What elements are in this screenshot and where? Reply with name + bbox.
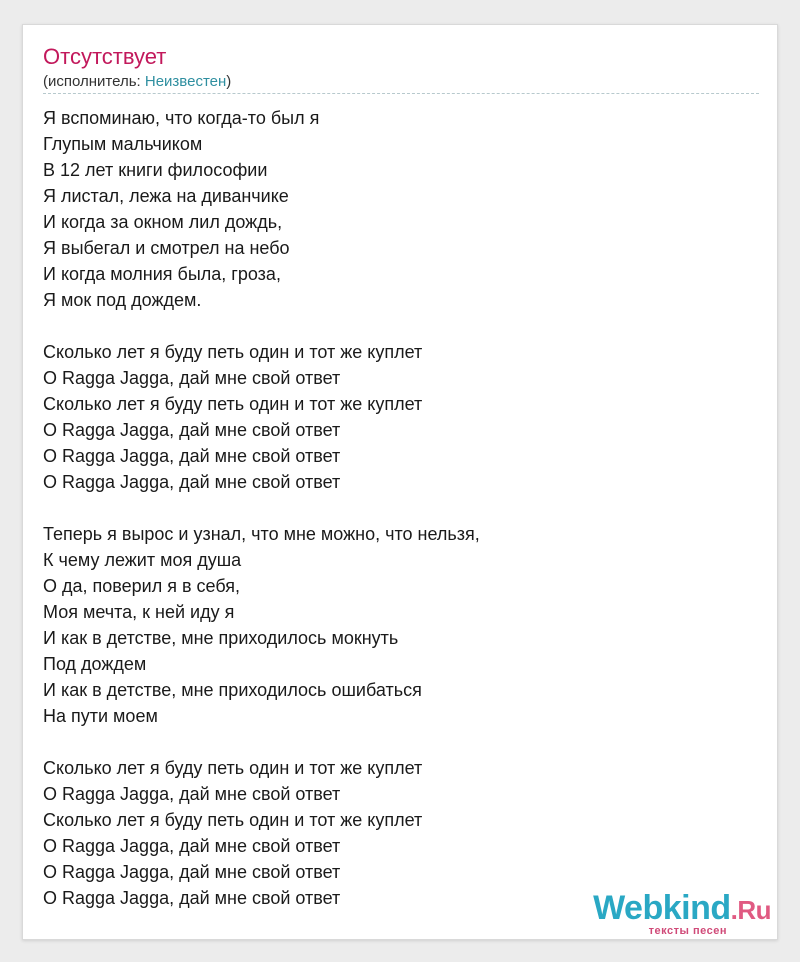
lyrics-line: Я листал, лежа на диванчике	[43, 186, 289, 206]
lyrics-line: O Ragga Jagga, дай мне свой ответ	[43, 368, 341, 388]
lyrics-line: Теперь я вырос и узнал, что мне можно, что нельзя,	[43, 524, 480, 544]
lyrics-line: Я выбегал и смотрел на небо	[43, 238, 290, 258]
logo-wordmark	[571, 889, 771, 929]
artist-suffix: )	[226, 73, 232, 90]
lyrics-line: Сколько лет я буду петь один и тот же куплет	[43, 394, 423, 414]
lyrics-line: И когда за окном лил дождь,	[43, 212, 283, 232]
lyrics-line: К чему лежит моя душа	[43, 550, 242, 570]
lyrics-line: Моя мечта, к ней иду я	[43, 602, 235, 622]
lyrics-line: O Ragga Jagga, дай мне свой ответ	[43, 888, 341, 908]
title-divider	[43, 93, 759, 94]
lyrics-line: O Ragga Jagga, дай мне свой ответ	[43, 420, 341, 440]
lyrics-line: Сколько лет я буду петь один и тот же куплет	[43, 342, 423, 362]
lyrics-line: О да, поверил я в себя,	[43, 576, 240, 596]
site-logo[interactable]	[571, 889, 771, 937]
lyrics-line: O Ragga Jagga, дай мне свой ответ	[43, 784, 341, 804]
lyrics-line: И когда молния была, гроза,	[43, 264, 281, 284]
lyrics-line: И как в детстве, мне приходилось мокнуть	[43, 628, 399, 648]
lyrics-body	[43, 105, 743, 937]
artist-line	[43, 73, 231, 91]
lyrics-line: Я мок под дождем.	[43, 290, 202, 310]
lyrics-line: В 12 лет книги философии	[43, 160, 268, 180]
lyrics-line: На пути моем	[43, 706, 158, 726]
lyrics-stanza	[43, 521, 743, 729]
artist-link[interactable]: Неизвестен	[144, 73, 227, 90]
logo-tagline: тексты песен	[648, 925, 727, 937]
lyrics-line: Глупым мальчиком	[43, 134, 203, 154]
song-title: Отсутствует	[43, 44, 167, 69]
lyrics-stanza	[43, 755, 743, 911]
lyrics-line: И как в детстве, мне приходилось ошибаться	[43, 680, 422, 700]
logo-domain: .Ru	[730, 895, 771, 925]
lyrics-stanza	[43, 339, 743, 495]
lyrics-card	[22, 24, 778, 940]
lyrics-line: O Ragga Jagga, дай мне свой ответ	[43, 836, 341, 856]
lyrics-line: O Ragga Jagga, дай мне свой ответ	[43, 862, 341, 882]
lyrics-line: Я вспоминаю, что когда-то был я	[43, 108, 320, 128]
lyrics-line: O Ragga Jagga, дай мне свой ответ	[43, 446, 341, 466]
lyrics-line: O Ragga Jagga, дай мне свой ответ	[43, 472, 341, 492]
lyrics-line: Сколько лет я буду петь один и тот же куплет	[43, 758, 423, 778]
lyrics-line: Под дождем	[43, 654, 147, 674]
lyrics-line: Сколько лет я буду петь один и тот же куплет	[43, 810, 423, 830]
artist-prefix: (исполнитель:	[43, 73, 145, 90]
logo-main-text: Webkind	[593, 889, 731, 927]
lyrics-stanza	[43, 105, 743, 313]
